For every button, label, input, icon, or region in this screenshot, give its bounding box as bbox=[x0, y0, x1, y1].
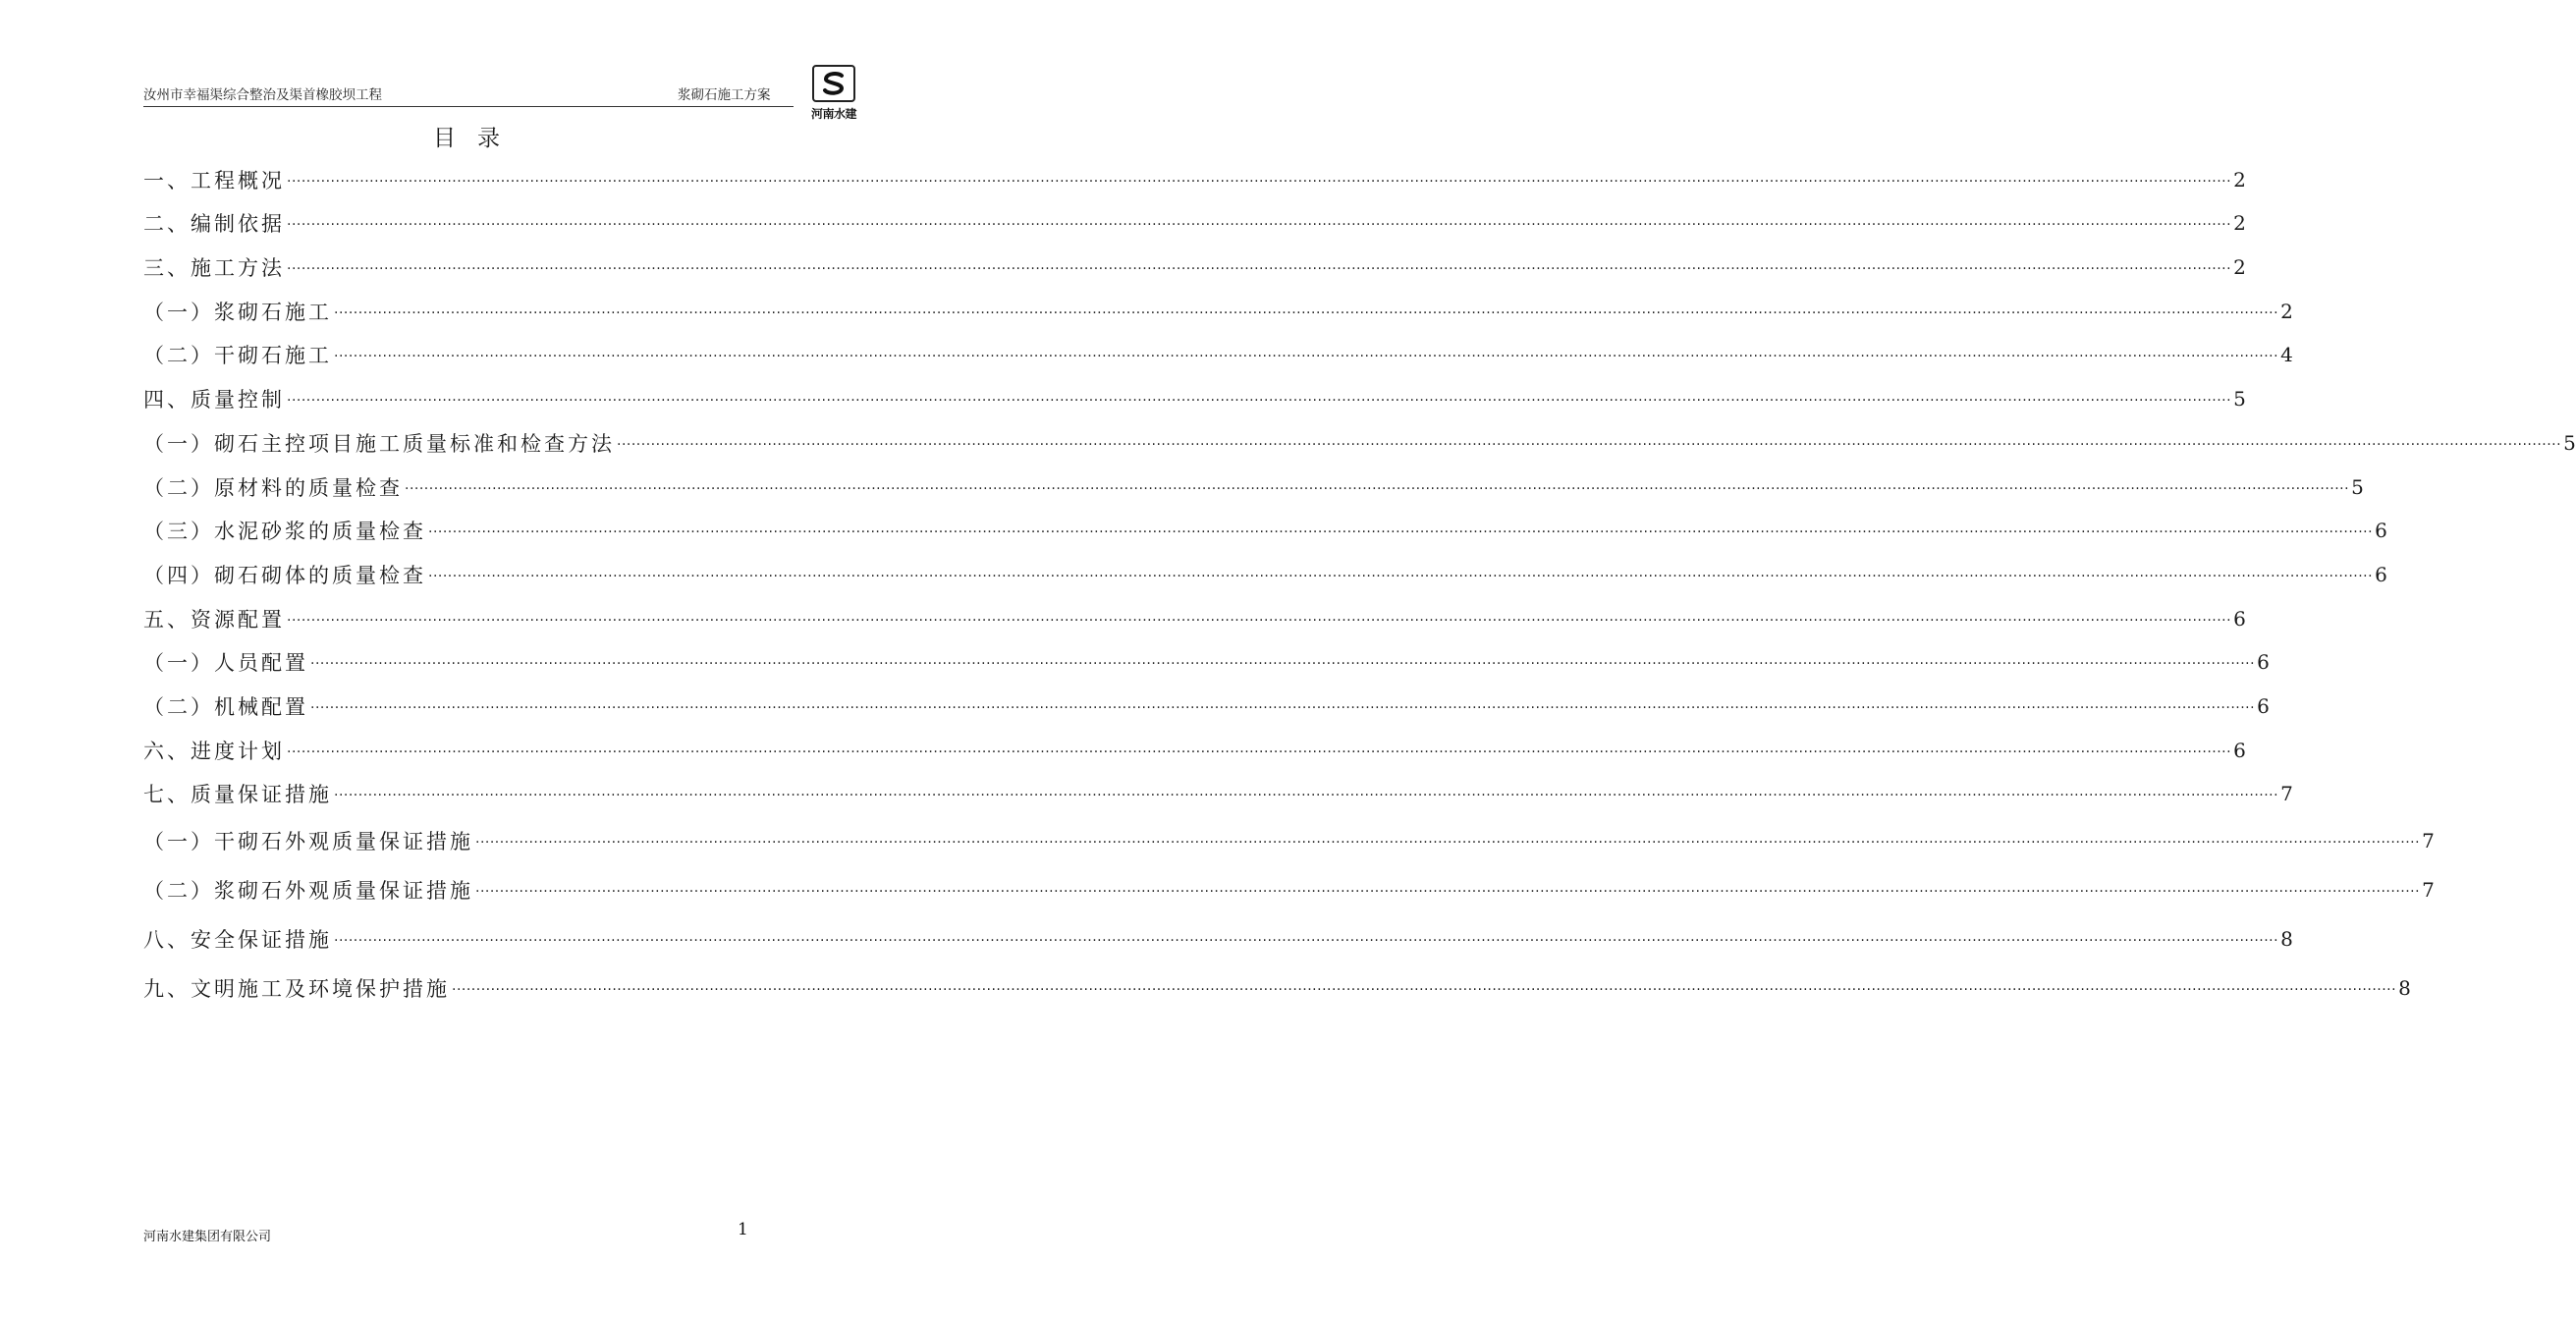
toc-entry[interactable] bbox=[143, 294, 2293, 329]
toc-entry-page: 6 bbox=[2233, 607, 2246, 631]
toc-entry[interactable] bbox=[143, 557, 2387, 592]
toc-entry-page: 4 bbox=[2280, 343, 2293, 366]
toc-entry-label: 一、工程概况 bbox=[143, 169, 285, 192]
toc-entry-label: 四、质量控制 bbox=[143, 388, 285, 412]
toc-entry-label: （一）人员配置 bbox=[143, 651, 308, 675]
footer-page-number: 1 bbox=[738, 1220, 748, 1239]
logo-s-mark bbox=[819, 69, 849, 98]
toc-dot-leader: ················································································································································································································································································································································································································ bbox=[287, 174, 2232, 190]
toc-entry-label: （二）机械配置 bbox=[143, 695, 308, 719]
toc-entry-page: 6 bbox=[2257, 650, 2270, 674]
toc-entry-label: （一）浆砌石施工 bbox=[143, 301, 332, 324]
toc-entry-label: （四）砌石砌体的质量检查 bbox=[143, 564, 426, 587]
toc-entry-page: 8 bbox=[2280, 927, 2293, 951]
toc-title: 目录 bbox=[433, 126, 521, 151]
toc-entry[interactable] bbox=[143, 872, 2435, 908]
toc-dot-leader: ················································································································································································································································································································································································································ bbox=[475, 884, 2421, 900]
toc-entry-label: （二）干砌石施工 bbox=[143, 344, 332, 367]
toc-entry[interactable] bbox=[143, 513, 2387, 548]
toc-entry[interactable] bbox=[143, 776, 2293, 811]
toc-entry-page: 5 bbox=[2233, 387, 2246, 411]
toc-dot-leader: ················································································································································································································································································································································································································ bbox=[428, 524, 2374, 540]
toc-entry-page: 7 bbox=[2280, 782, 2293, 805]
toc-entry-label: （二）原材料的质量检查 bbox=[143, 476, 403, 500]
footer-company: 河南水建集团有限公司 bbox=[143, 1230, 272, 1244]
toc-entry-page: 2 bbox=[2233, 255, 2246, 279]
toc-entry-label: 九、文明施工及环境保护措施 bbox=[143, 977, 450, 1001]
toc-entry[interactable] bbox=[143, 644, 2270, 680]
toc-dot-leader: ················································································································································································································································································································································································································ bbox=[405, 481, 2350, 497]
toc-dot-leader: ················································································································································································································································································································································································································ bbox=[310, 700, 2256, 716]
toc-dot-leader: ················································································································································································································································································································································································································ bbox=[475, 835, 2421, 851]
toc-entry[interactable] bbox=[143, 601, 2246, 636]
toc-entry-page: 8 bbox=[2398, 976, 2411, 1000]
toc-entry-label: （三）水泥砂浆的质量检查 bbox=[143, 520, 426, 543]
toc-dot-leader: ················································································································································································································································································································································································································ bbox=[617, 437, 2562, 453]
header-project-title: 汝州市幸福渠综合整治及渠首橡胶坝工程 bbox=[143, 87, 382, 103]
header-divider bbox=[143, 106, 794, 107]
toc-entry-page: 7 bbox=[2422, 878, 2435, 902]
toc-entry-label: 二、编制依据 bbox=[143, 212, 285, 236]
toc-entry-page: 2 bbox=[2233, 168, 2246, 192]
toc-entry-label: 七、质量保证措施 bbox=[143, 783, 332, 806]
toc-entry-page: 5 bbox=[2351, 475, 2364, 499]
toc-entry-label: 五、资源配置 bbox=[143, 608, 285, 632]
header-document-title: 浆砌石施工方案 bbox=[678, 87, 771, 103]
toc-entry[interactable] bbox=[143, 823, 2435, 858]
toc-dot-leader: ················································································································································································································································································································································································································ bbox=[287, 744, 2232, 760]
toc-entry-label: （一）砌石主控项目施工质量标准和检查方法 bbox=[143, 432, 615, 456]
toc-dot-leader: ················································································································································································································································································································································································································ bbox=[334, 933, 2279, 949]
toc-entry-page: 2 bbox=[2280, 300, 2293, 323]
toc-dot-leader: ················································································································································································································································································································································································································ bbox=[334, 349, 2279, 364]
toc-entry[interactable] bbox=[143, 205, 2246, 241]
logo-s-icon bbox=[812, 65, 855, 102]
company-logo bbox=[803, 65, 864, 122]
toc-dot-leader: ················································································································································································································································································································································································································ bbox=[287, 217, 2232, 233]
toc-entry[interactable] bbox=[143, 162, 2246, 197]
toc-entry-label: 六、进度计划 bbox=[143, 740, 285, 763]
toc-entry[interactable] bbox=[143, 970, 2411, 1006]
toc-entry[interactable] bbox=[143, 921, 2293, 957]
toc-dot-leader: ················································································································································································································································································································································································································ bbox=[334, 305, 2279, 321]
toc-entry-page: 6 bbox=[2375, 563, 2387, 586]
toc-entry-page: 6 bbox=[2257, 694, 2270, 718]
toc-entry[interactable] bbox=[143, 688, 2270, 724]
toc-entry[interactable] bbox=[143, 249, 2246, 285]
toc-entry-label: （二）浆砌石外观质量保证措施 bbox=[143, 879, 473, 903]
toc-entry-page: 6 bbox=[2375, 519, 2387, 542]
toc-dot-leader: ················································································································································································································································································································································································································ bbox=[287, 613, 2232, 629]
logo-text: 河南水建 bbox=[810, 107, 856, 121]
toc-dot-leader: ················································································································································································································································································································································································································ bbox=[310, 656, 2256, 672]
toc-dot-leader: ················································································································································································································································································································································································································ bbox=[287, 261, 2232, 277]
toc-entry[interactable] bbox=[143, 733, 2246, 768]
toc-entry-page: 6 bbox=[2233, 739, 2246, 762]
toc-entry[interactable] bbox=[143, 469, 2364, 505]
toc-dot-leader: ················································································································································································································································································································································································································ bbox=[334, 788, 2279, 803]
toc-entry-page: 2 bbox=[2233, 211, 2246, 235]
toc-entry-label: 八、安全保证措施 bbox=[143, 928, 332, 952]
toc-dot-leader: ················································································································································································································································································································································································································ bbox=[428, 569, 2374, 584]
toc-entry-label: 三、施工方法 bbox=[143, 256, 285, 280]
toc-entry[interactable] bbox=[143, 425, 2576, 461]
toc-entry-page: 7 bbox=[2422, 829, 2435, 852]
toc-entry-label: （一）干砌石外观质量保证措施 bbox=[143, 830, 473, 853]
toc-dot-leader: ················································································································································································································································································································································································································ bbox=[287, 393, 2232, 409]
toc-dot-leader: ················································································································································································································································································································································································································ bbox=[452, 982, 2397, 998]
toc-entry-page: 5 bbox=[2563, 431, 2576, 455]
toc-entry[interactable] bbox=[143, 337, 2293, 372]
toc-entry[interactable] bbox=[143, 381, 2246, 416]
